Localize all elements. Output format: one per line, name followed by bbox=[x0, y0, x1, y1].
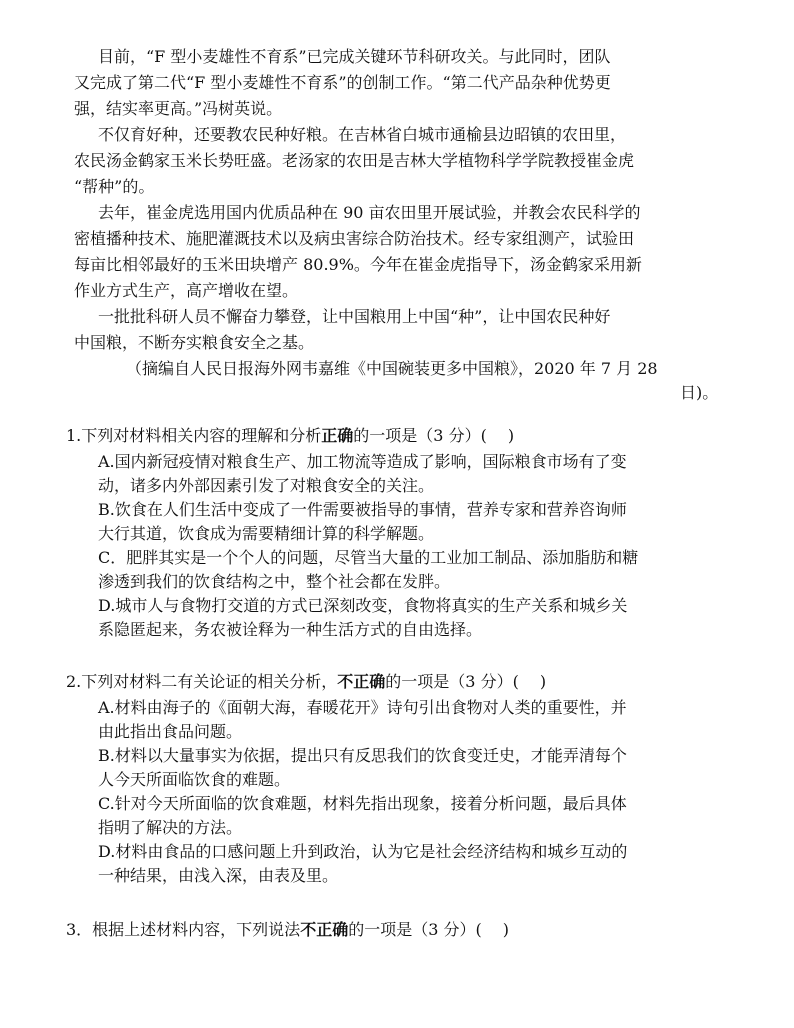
option-line: 人今天所面临饮食的难题。 bbox=[98, 770, 291, 789]
question-3-stem bbox=[66, 918, 509, 942]
passage-line: 中国粮，不断夯实粮食安全之基。 bbox=[74, 333, 315, 352]
option-line: C．肥胖其实是一个个人的问题，尽管当大量的工业加工制品、添加脂肪和糖 bbox=[98, 548, 639, 567]
option-line: 渗透到我们的饮食结构之中，整个社会都在发胖。 bbox=[98, 572, 451, 591]
option-line: 指明了解决的方法。 bbox=[98, 818, 243, 837]
question-1-stem bbox=[66, 424, 514, 448]
passage-line: “帮种”的。 bbox=[74, 177, 155, 196]
option-line: 一种结果，由浅入深，由表及里。 bbox=[98, 866, 339, 885]
passage-line: 作业方式生产，高产增收在望。 bbox=[74, 281, 299, 300]
option-line: 动，诸多内外部因素引发了对粮食安全的关注。 bbox=[98, 476, 435, 495]
question-stem-text: 的一项是（3 分）( ) bbox=[353, 426, 515, 445]
question-stem-keyword: 不正确 bbox=[337, 672, 386, 691]
question-2-stem bbox=[66, 670, 546, 694]
option-line: A.材料由海子的《面朝大海，春暖花开》诗句引出食物对人类的重要性，并 bbox=[98, 698, 627, 717]
option-line: C.针对今天所面临的饮食难题，材料先指出现象，接着分析问题，最后具体 bbox=[98, 794, 627, 813]
option-line: D.城市人与食物打交道的方式已深刻改变，食物将真实的生产关系和城乡关 bbox=[98, 596, 628, 615]
option-line: 系隐匿起来，务农被诠释为一种生活方式的自由选择。 bbox=[98, 620, 483, 639]
question-stem-text: 2.下列对材料二有关论证的相关分析， bbox=[66, 672, 338, 691]
passage-line: 又完成了第二代“F 型小麦雄性不育系”的创制工作。“第二代产品杂种优势更 bbox=[74, 73, 611, 92]
passage-line: 农民汤金鹤家玉米长势旺盛。老汤家的农田是吉林大学植物科学学院教授崔金虎 bbox=[74, 151, 635, 170]
question-stem-text: 的一项是（3 分）( ) bbox=[385, 672, 547, 691]
option-line: B.饮食在人们生活中变成了一件需要被指导的事情，营养专家和营养咨询师 bbox=[98, 500, 627, 519]
option-line: 大行其道，饮食成为需要精细计算的科学解题。 bbox=[98, 524, 435, 543]
option-line: 由此指出食品问题。 bbox=[98, 722, 243, 741]
source-citation: （摘编自人民日报海外网韦嘉维《中国碗装更多中国粮》，2020 年 7 月 28 bbox=[126, 359, 658, 378]
question-stem-text: 3．根据上述材料内容，下列说法 bbox=[66, 920, 301, 939]
question-stem-keyword: 不正确 bbox=[300, 920, 349, 939]
passage-line: 密植播种技术、施肥灌溉技术以及病虫害综合防治技术。经专家组测产，试验田 bbox=[74, 229, 635, 248]
question-stem-text: 1.下列对材料相关内容的理解和分析 bbox=[66, 426, 322, 445]
passage-line: 去年，崔金虎选用国内优质品种在 90 亩农田里开展试验，并教会农民科学的 bbox=[98, 203, 641, 222]
option-line: D.材料由食品的口感问题上升到政治，认为它是社会经济结构和城乡互动的 bbox=[98, 842, 628, 861]
option-line: B.材料以大量事实为依据，提出只有反思我们的饮食变迁史，才能弄清每个 bbox=[98, 746, 627, 765]
source-citation-end: 日)。 bbox=[680, 383, 719, 402]
passage-line: 每亩比相邻最好的玉米田块增产 80.9%。今年在崔金虎指导下，汤金鹤家采用新 bbox=[74, 255, 642, 274]
question-stem-text: 的一项是（3 分）( ) bbox=[348, 920, 510, 939]
passage-line: 强，结实率更高。”冯树英说。 bbox=[74, 99, 283, 118]
passage-line: 目前，“F 型小麦雄性不育系”已完成关键环节科研攻关。与此同时，团队 bbox=[98, 47, 611, 66]
passage-line: 不仅育好种，还要教农民种好粮。在吉林省白城市通榆县边昭镇的农田里， bbox=[98, 125, 627, 144]
question-stem-keyword: 正确 bbox=[321, 426, 354, 445]
option-line: A.国内新冠疫情对粮食生产、加工物流等造成了影响，国际粮食市场有了变 bbox=[98, 452, 627, 471]
passage-line: 一批批科研人员不懈奋力攀登，让中国粮用上中国“种”，让中国农民种好 bbox=[98, 307, 611, 326]
